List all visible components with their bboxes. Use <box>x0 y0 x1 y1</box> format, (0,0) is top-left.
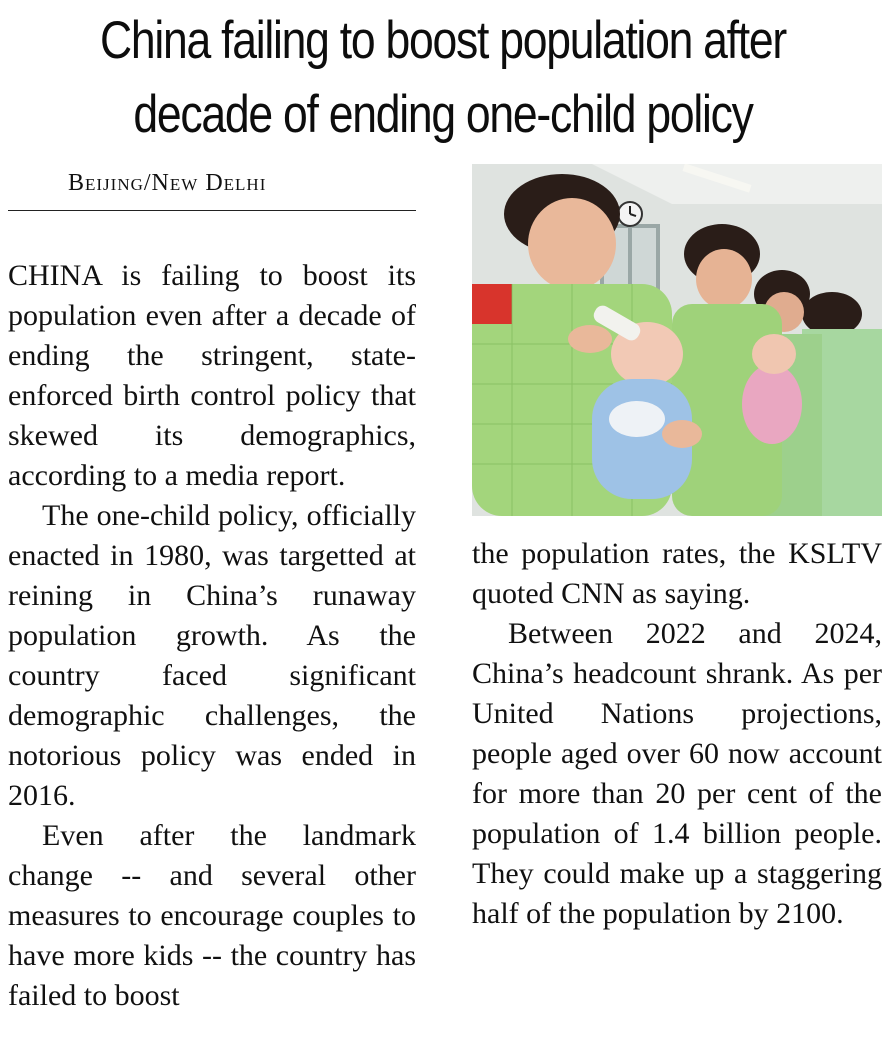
dateline-rule <box>8 210 416 211</box>
paragraph-1: CHINA is failing to boost its population even after a decade of ending the stringent, state-enforced birth control policy that skewed its demographics, according to a media report. <box>8 259 416 492</box>
paragraph-5: Between 2022 and 2024, China’s headcount shrank. As per United Nations projections, people aged over 60 now account for more than 20 per cent of the population of 1.4 billion people. They could make up a staggering half of the population by 2100. <box>472 617 882 930</box>
headline-line-2: decade of ending one-child policy <box>133 85 753 144</box>
article-column-right <box>472 534 882 934</box>
paragraph-3: Even after the landmark change -- and several other measures to encourage couples to have more kids -- the country has failed to boost <box>8 819 416 1012</box>
paragraph-2: The one-child policy, officially enacted in 1980, was targetted at reining in China’s runaway population growth. As the country faced significant demographic challenges, the notorious policy was ended in 2016. <box>8 499 416 812</box>
news-photo <box>472 164 882 516</box>
article-column-left <box>8 256 416 1016</box>
headline-line-1: China failing to boost population after <box>100 11 786 70</box>
photo-illustration <box>472 164 882 516</box>
dateline: Beijing/New Delhi <box>68 170 267 196</box>
paragraph-4: the population rates, the KSLTV quoted CNN as saying. <box>472 537 882 610</box>
headline <box>71 4 815 152</box>
